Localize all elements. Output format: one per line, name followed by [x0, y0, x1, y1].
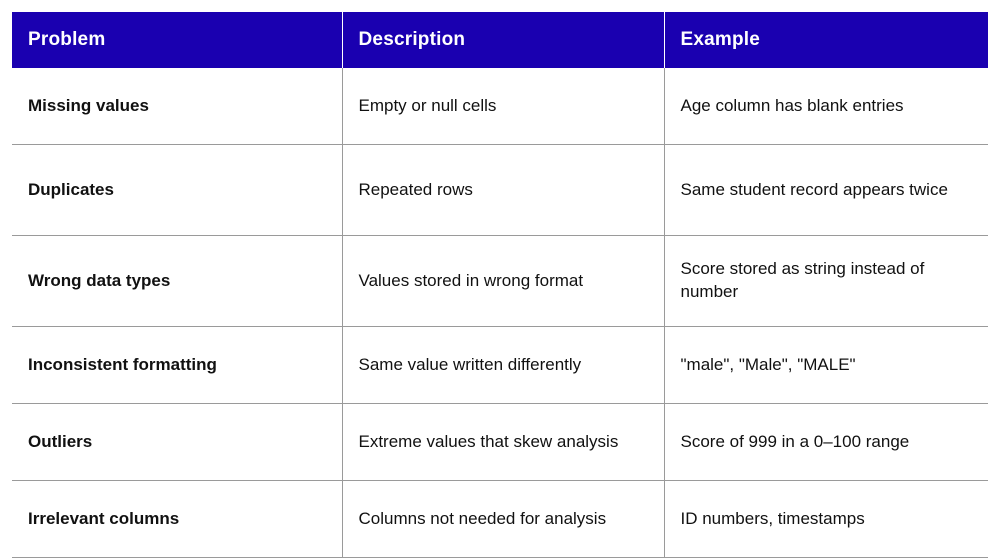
cell-example: "male", "Male", "MALE" [664, 327, 988, 404]
data-quality-problems-table [12, 12, 988, 558]
cell-problem: Irrelevant columns [12, 481, 342, 558]
table-body [12, 68, 988, 558]
cell-description: Repeated rows [342, 145, 664, 236]
table-row [12, 327, 988, 404]
table-header [12, 12, 988, 68]
cell-problem: Outliers [12, 404, 342, 481]
table-row [12, 404, 988, 481]
cell-problem: Wrong data types [12, 236, 342, 327]
cell-description: Extreme values that skew analysis [342, 404, 664, 481]
table-row [12, 145, 988, 236]
cell-problem: Inconsistent formatting [12, 327, 342, 404]
cell-example: ID numbers, timestamps [664, 481, 988, 558]
cell-example: Same student record appears twice [664, 145, 988, 236]
cell-description: Values stored in wrong format [342, 236, 664, 327]
cell-example: Score stored as string instead of number [664, 236, 988, 327]
cell-description: Same value written differently [342, 327, 664, 404]
column-header-problem: Problem [12, 12, 342, 68]
cell-example: Score of 999 in a 0–100 range [664, 404, 988, 481]
table-row [12, 481, 988, 558]
cell-problem: Duplicates [12, 145, 342, 236]
cell-description: Empty or null cells [342, 68, 664, 145]
column-header-description: Description [342, 12, 664, 68]
table-row [12, 236, 988, 327]
table-row [12, 68, 988, 145]
column-header-example: Example [664, 12, 988, 68]
cell-problem: Missing values [12, 68, 342, 145]
cell-example: Age column has blank entries [664, 68, 988, 145]
table-header-row [12, 12, 988, 68]
cell-description: Columns not needed for analysis [342, 481, 664, 558]
